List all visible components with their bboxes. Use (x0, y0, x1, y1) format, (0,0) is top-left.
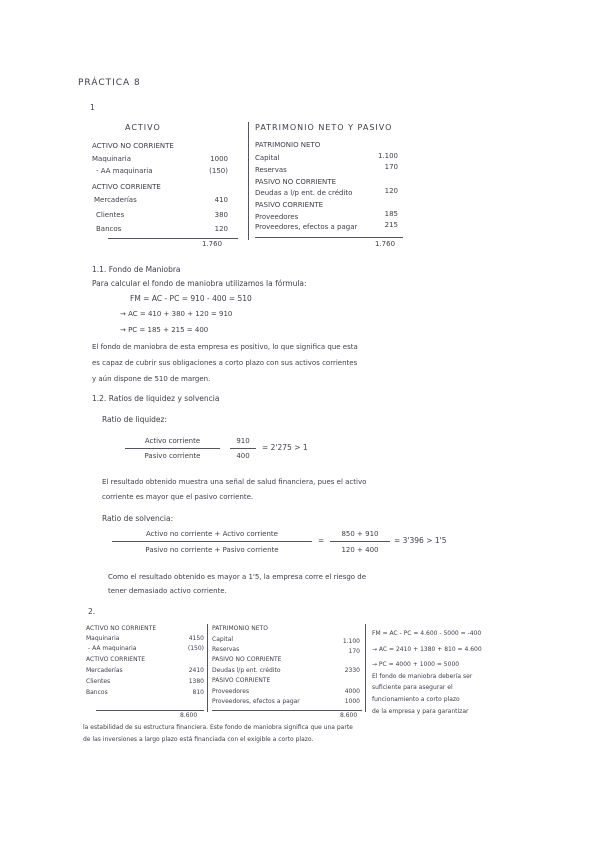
maquinaria-label: Maquinaria (92, 155, 131, 163)
solvencia-label: Ratio de solvencia: (102, 514, 174, 523)
ex2-mercaderias-label: Mercaderías (86, 667, 123, 674)
liquidez-fraction-bar (125, 448, 220, 449)
liquidez-value-num: 910 (236, 437, 250, 445)
anc-heading: ACTIVO NO CORRIENTE (92, 142, 174, 150)
solvencia-result: = 3'396 > 1'5 (394, 536, 447, 545)
ex2-total-pasivo: 8.600 (340, 712, 358, 719)
aa-label: - AA maquinaria (96, 167, 153, 175)
ex2-maquinaria-label: Maquinaria (86, 635, 120, 642)
reservas-label: Reservas (255, 166, 287, 174)
solvencia-fraction-bar (112, 541, 312, 542)
ex2-total-activo: 8.600 (180, 712, 198, 719)
ex2-maquinaria-value: 4150 (188, 635, 204, 642)
ex2-comment-line-2: suficiente para asegurar el (372, 684, 453, 691)
ex2-pc-heading: PASIVO CORRIENTE (212, 677, 271, 684)
clientes-value: 380 (214, 211, 228, 219)
activo-total-rule (108, 238, 238, 239)
liquidez-text-line-2: corriente es mayor que el pasivo corriente. (102, 493, 254, 501)
mercaderias-label: Mercaderías (94, 196, 137, 204)
liquidez-value-bar (230, 448, 256, 449)
total-pasivo: 1.760 (375, 240, 396, 248)
exercise-2-number: 2. (88, 607, 96, 616)
ex2-pasivo-total-rule (212, 710, 362, 711)
section-1-1-intro: Para calcular el fondo de maniobra utilizamos la fórmula: (92, 279, 307, 288)
proveedores-value: 185 (384, 210, 398, 218)
ex2-deudas-value: 2330 (344, 667, 360, 674)
ex2-comment-line-4: de la empresa y para garantizar (372, 708, 469, 715)
exercise-1-number: 1 (90, 103, 95, 112)
ex2-reservas-label: Reservas (212, 646, 240, 653)
solvencia-value-bar (330, 541, 390, 542)
ex2-comment-line-1: El fondo de maniobra debería ser (372, 673, 473, 680)
pc-heading: PASIVO CORRIENTE (255, 201, 324, 209)
ex2-ac-calculation: → AC = 2410 + 1380 + 810 = 4.600 (372, 646, 482, 653)
ex2-capital-label: Capital (212, 636, 234, 643)
prov-efectos-value: 215 (384, 221, 398, 229)
ex2-fm-formula: FM = AC - PC = 4.600 - 5000 = -400 (372, 630, 482, 637)
pn-heading: PATRIMONIO NETO (255, 141, 321, 149)
capital-label: Capital (255, 154, 280, 162)
ex2-prov-efectos-label: Proveedores, efectos a pagar (212, 698, 300, 705)
ex2-aa-label: - AA maquinaria (88, 645, 137, 652)
ex2-proveedores-value: 4000 (344, 688, 360, 695)
bancos-label: Bancos (96, 225, 122, 233)
mercaderias-value: 410 (214, 196, 228, 204)
deudas-label: Deudas a l/p ent. de crédito (255, 189, 353, 197)
page-title: PRÁCTICA 8 (78, 78, 141, 88)
reservas-value: 170 (384, 163, 398, 171)
ex2-divider-right (365, 624, 366, 712)
pc-calculation: → PC = 185 + 215 = 400 (120, 326, 209, 334)
liquidez-result: = 2'275 > 1 (262, 443, 308, 452)
pnc-heading: PASIVO NO CORRIENTE (255, 178, 336, 186)
pasivo-total-rule (255, 237, 403, 238)
ac-calculation: → AC = 410 + 380 + 120 = 910 (120, 310, 233, 318)
deudas-value: 120 (384, 187, 398, 195)
ex2-bancos-label: Bancos (86, 689, 108, 696)
pasivo-header: PATRIMONIO NETO Y PASIVO (255, 123, 393, 132)
ex2-comment-line-3: funcionamiento a corto plazo (372, 696, 460, 703)
ex2-pn-heading: PATRIMONIO NETO (212, 625, 268, 632)
ex2-clientes-value: 1380 (188, 678, 204, 685)
solvencia-denominator: Pasivo no corriente + Pasivo corriente (145, 546, 279, 554)
ex2-mercaderias-value: 2410 (188, 667, 204, 674)
prov-efectos-label: Proveedores, efectos a pagar (255, 223, 358, 231)
ex2-capital-value: 1.100 (342, 638, 360, 645)
total-activo: 1.760 (202, 240, 223, 248)
ex2-pnc-heading: PASIVO NO CORRIENTE (212, 656, 282, 663)
ex2-bottom-line-2: de las inversiones a largo plazo está financiada con el exigible a corto plazo. (83, 736, 314, 743)
ex2-activo-total-rule (96, 710, 204, 711)
ex2-ac-heading: ACTIVO CORRIENTE (86, 656, 146, 663)
solvencia-text-line-1: Como el resultado obtenido es mayor a 1'5, la empresa corre el riesgo de (108, 573, 367, 581)
ex2-anc-heading: ACTIVO NO CORRIENTE (86, 625, 157, 632)
aa-value: (150) (209, 167, 228, 175)
ex2-clientes-label: Clientes (86, 678, 111, 685)
liquidez-value-den: 400 (236, 452, 250, 460)
ex2-reservas-value: 170 (348, 648, 360, 655)
ex2-aa-value: (150) (187, 645, 204, 652)
ac-heading: ACTIVO CORRIENTE (92, 183, 161, 191)
ex2-bancos-value: 810 (192, 689, 204, 696)
solvencia-numerator: Activo no corriente + Activo corriente (146, 530, 278, 538)
fm-explanation-line-1: El fondo de maniobra de esta empresa es positivo, lo que significa que esta (92, 343, 358, 351)
liquidez-text-line-1: El resultado obtenido muestra una señal de salud financiera, pues el activo (102, 478, 367, 486)
solvencia-equals: = (318, 536, 325, 545)
liquidez-label: Ratio de liquidez: (102, 415, 168, 424)
liquidez-numerator: Activo corriente (144, 437, 201, 445)
fm-formula: FM = AC - PC = 910 - 400 = 510 (130, 294, 252, 303)
ex2-divider-left (207, 624, 208, 712)
balance-divider (248, 122, 249, 240)
maquinaria-value: 1000 (210, 155, 228, 163)
capital-value: 1.100 (377, 152, 398, 160)
proveedores-label: Proveedores (255, 213, 299, 221)
fm-explanation-line-2: es capaz de cubrir sus obligaciones a corto plazo con sus activos corrientes (92, 359, 358, 367)
ex2-pc-calculation: → PC = 4000 + 1000 = 5000 (372, 661, 460, 668)
ex2-deudas-label: Deudas l/p ent. crédito (212, 667, 281, 674)
ex2-bottom-line-1: la estabilidad de su estructura financiera. Este fondo de maniobra significa que una parte (83, 724, 353, 731)
solvencia-value-num: 850 + 910 (341, 530, 379, 538)
solvencia-text-line-2: tener demasiado activo corriente. (108, 587, 227, 595)
fm-explanation-line-3: y aún dispone de 510 de margen. (92, 375, 211, 383)
bancos-value: 120 (214, 225, 228, 233)
section-1-1-title: 1.1. Fondo de Maniobra (92, 265, 181, 274)
section-1-2-title: 1.2. Ratios de liquidez y solvencia (92, 394, 220, 403)
clientes-label: Clientes (96, 211, 125, 219)
liquidez-denominator: Pasivo corriente (144, 452, 201, 460)
ex2-proveedores-label: Proveedores (212, 688, 250, 695)
activo-header: ACTIVO (125, 123, 161, 132)
ex2-prov-efectos-value: 1000 (344, 698, 360, 705)
solvencia-value-den: 120 + 400 (341, 546, 379, 554)
